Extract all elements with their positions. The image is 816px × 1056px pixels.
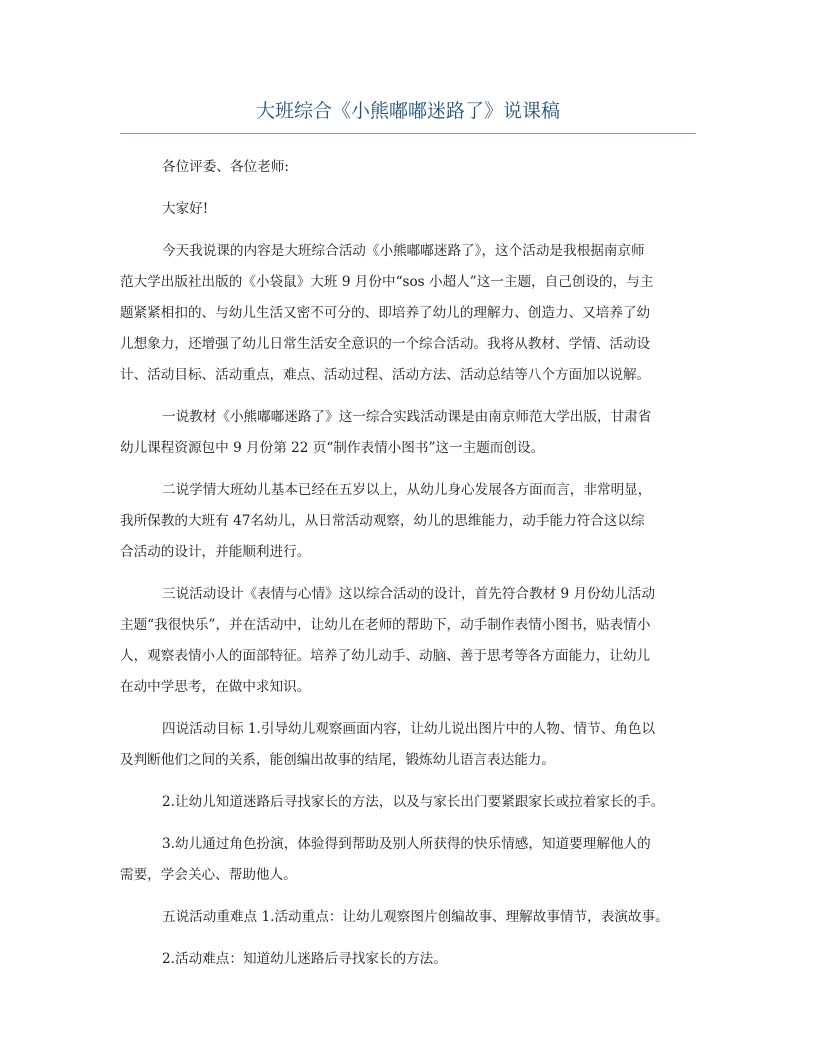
paragraph-line: 四说活动目标 1.引导幼儿观察画面内容，让幼儿说出图片中的人物、情节、角色以 (162, 721, 656, 737)
paragraph (120, 152, 704, 183)
paragraph-line: 计、活动目标、活动重点，难点、活动过程、活动方法、活动总结等八个方面加以说解。 (120, 367, 651, 383)
paragraph (120, 579, 704, 703)
paragraph-line: 人，观察表情小人的面部特征。培养了幼儿动手、动脑、善于思考等各方面能力，让幼儿 (120, 648, 651, 664)
paragraph (120, 402, 704, 464)
document-title: 大班综合《小熊嘟嘟迷路了》说课稿 (255, 100, 560, 122)
paragraph-line: 2.让幼儿知道迷路后寻找家长的方法，以及与家长出门要紧跟家长或拉着家长的手。 (162, 794, 665, 810)
paragraph-line: 范大学出版社出版的《小袋鼠》大班 9 月份中“sos 小超人”这一主题，自己创设的，与主 (120, 274, 654, 290)
paragraph-line: 三说活动设计《表情与心情》这以综合活动的设计，首先符合教材 9 月份幼儿活动 (162, 586, 656, 602)
paragraph (120, 787, 704, 818)
paragraph-line: 在动中学思考，在做中求知识。 (120, 679, 311, 695)
paragraph-line: 题紧紧相扣的、与幼儿生活又密不可分的、即培养了幼儿的理解力、创造力、又培养了幼 (120, 305, 651, 321)
paragraph-line: 大家好! (162, 201, 209, 217)
paragraph-line: 及判断他们之间的关系，能创编出故事的结尾，锻炼幼儿语言表达能力。 (120, 752, 555, 768)
paragraph (120, 944, 704, 975)
paragraph (120, 194, 704, 225)
paragraph (120, 902, 704, 933)
title-underline (120, 133, 696, 134)
paragraph-line: 2.活动难点：知道幼儿迷路后寻找家长的方法。 (162, 951, 447, 967)
paragraph-line: 需要，学会关心、帮助他人。 (120, 867, 297, 883)
paragraph-line: 3.幼儿通过角色扮演，体验得到帮助及别人所获得的快乐情感，知道要理解他人的 (162, 836, 651, 852)
paragraph-line: 儿想象力，还增强了幼儿日常生活安全意识的一个综合活动。我将从教材、学情、活动设 (120, 336, 651, 352)
paragraph-line: 今天我说课的内容是大班综合活动《小熊嘟嘟迷路了》，这个活动是我根据南京师 (162, 243, 645, 259)
paragraph (120, 475, 704, 568)
paragraph-line: 二说学情大班幼儿基本已经在五岁以上，从幼儿身心发展各方面而言，非常明显， (162, 482, 652, 498)
document-body (120, 152, 704, 986)
paragraph-line: 各位评委、各位老师: (162, 159, 289, 175)
paragraph-line: 五说活动重难点 1.活动重点：让幼儿观察图片创编故事、理解故事情节，表演故事。 (162, 909, 669, 925)
paragraph-line: 幼儿课程资源包中 9 月份第 22 页“制作表情小图书”这一主题而创设。 (120, 440, 545, 456)
paragraph-line: 我所保教的大班有 47名幼儿，从日常活动观察，幼儿的思维能力，动手能力符合这以综 (120, 513, 645, 529)
paragraph (120, 829, 704, 891)
paragraph (120, 714, 704, 776)
paragraph-line: 一说教材《小熊嘟嘟迷路了》这一综合实践活动课是由南京师范大学出版，甘肃省 (162, 409, 652, 425)
paragraph (120, 236, 704, 391)
paragraph-line: 合活动的设计，并能顺利进行。 (120, 544, 311, 560)
paragraph-line: 主题“我很快乐”，并在活动中，让幼儿在老师的帮助下，动手制作表情小图书，贴表情小 (120, 617, 651, 633)
